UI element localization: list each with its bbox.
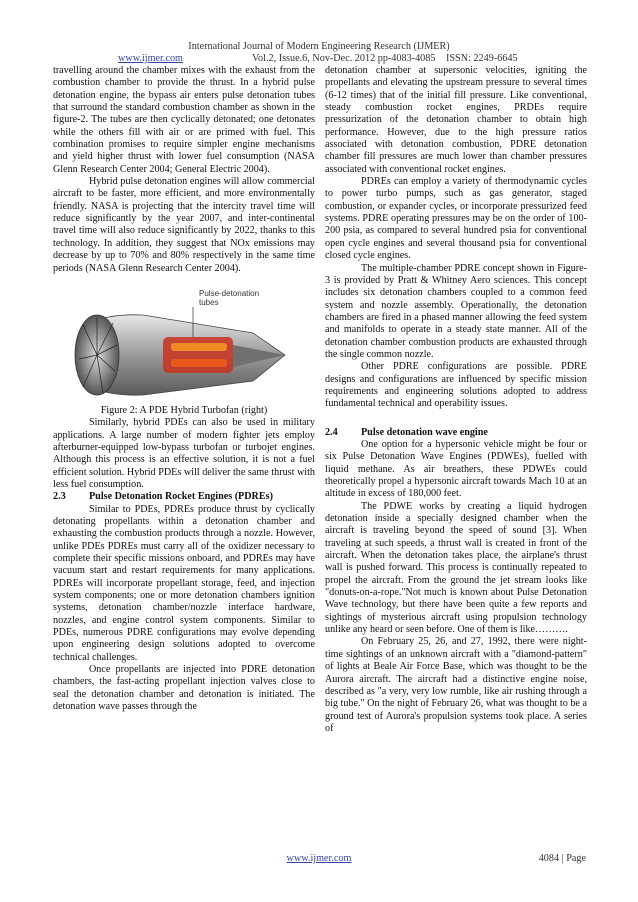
header-issn: ISSN: 2249-6645 xyxy=(446,53,518,64)
section-2-4-heading xyxy=(325,427,587,439)
figure-2-image xyxy=(53,288,315,401)
right-paragraph-1: detonation chamber at supersonic velocities, igniting the propellants and elevating the upstream pressure to several times (6-12 times) that of the initial fill pressure. Like conventional, steady combustion rocket engines, PRDEs require pressurization of the detonation chamber to obtain high performance. However, due to the high pressure ratios associated with detonation combustion, PDRE detonation chamber fill pressures are much lower than chamber pressures associated with conventional rocket engines. xyxy=(325,65,587,175)
left-paragraph-2: Hybrid pulse detonation engines will allow commercial aircraft to be faster, more efficient, and more environmentally friendly. NASA is projecting that the intercity travel time will reduce significantly by the year 2007, and inter-continental travel time will also reduce significantly by 2022, thanks to this technology. In addition, they suggest that NOx emissions may decrease by up to 70% and 80% respectively in the same time periods (NASA Glenn Research Center 2004). xyxy=(53,176,315,274)
header-meta xyxy=(0,53,638,65)
right-paragraph-6: The PDWE works by creating a liquid hydrogen detonation inside a specially designed chamber when the aircraft is traveling beyond the speed of sound [3]. When traveling at such speeds, a thrust wall is created in front of the aircraft. When the detonation takes place, the airplane's thrust wall is pushed forward. This process is continually repeated to propel the aircraft. From the ground the jet stream looks like "donuts-on-a-rope."Not much is known about Pulse Detonation Wave technology, but there have been quite a few reports and sightings of mysterious aircraft using propulsion technology unlike any heard or seen before. One of them is like………. xyxy=(325,500,587,636)
header-website-link[interactable]: www.ijmer.com xyxy=(118,53,183,64)
right-paragraph-5: One option for a hypersonic vehicle might be four or six Pulse Detonation Wave Engines (PDWEs), fuelled with liquid methane. As air breathers, these PDWEs could theoretically propel a hypersonic aircraft towards Mach 10 at an altitude in excess of 180,000 feet. xyxy=(325,438,587,500)
journal-title: International Journal of Modern Engineering Research (IJMER) xyxy=(188,41,450,52)
right-paragraph-7: On February 25, 26, and 27, 1992, there were night-time sightings of an unknown aircraft with a "diamond-pattern" of lights at Beale Air Force Base, which was thought to be the Aurora aircraft. The aircraft had a distinctive engine noise, described as "a very, very low rumble, like air rushing through a big tube." On the night of February 26, what was thought to be a ground test of Aurora's propulsion systems took place. A series of xyxy=(325,636,587,734)
turbofan-illustration xyxy=(53,293,315,401)
left-paragraph-3: Similarly, hybrid PDEs can also be used in military applications. A large number of modern fighter jets employ afterburner-equipped low-bypass turbofan or turbojet engines. Although this process is an effective solution, it is not a fuel efficient solution. Hybrid PDEs will deliver the same thrust with less fuel consumption. xyxy=(53,417,315,490)
pulse-detonation-tubes-shape xyxy=(163,337,233,373)
right-paragraph-2: PDREs can employ a variety of thermodynamic cycles to power turbo pumps, such as gas generator, staged combustion, or expander cycles, or incorporate pressurized feed systems. PDRE operating pressures may be on the order of 100-200 psia, as compared to several hundred psia for conventional open cycle engines and several thousand psia for conventional closed cycle engines. xyxy=(325,176,587,262)
figure-2-caption: Figure 2: A PDE Hybrid Turbofan (right) xyxy=(100,404,268,416)
left-paragraph-4: Similar to PDEs, PDREs produce thrust by cyclically detonating propellants within a detonation chamber and exhausting the combustion products through a nozzle. However, unlike PDEs PDREs must carry all of the oxidizer necessary to complete their specific missions onboard, and PDREs may have vacuum start and restart requirements for many applications. PDREs will incorporate propellant storage, feed, and injection system components; one or more detonation chambers ignition systems, detonation chamber/nozzle interface hardware, nozzles, and engine control system components. Similar to PDEs, numerous PDRE configurations may evolve depending upon engineering design solutions adopted to overcome technical challenges. xyxy=(53,503,315,663)
section-2-4-number: 2.4 xyxy=(325,426,338,438)
section-2-3-number: 2.3 xyxy=(53,491,66,503)
footer-website-link[interactable]: www.ijmer.com xyxy=(286,853,352,864)
right-paragraph-3: The multiple-chamber PDRE concept shown in Figure-3 is provided by Pratt & Whitney Aero sciences. This concept includes six detonation chambers coupled to a common feed system and nozzle assembly. Operationally, the detonation chambers are fired in a phased manner allowing the feed system and manifolds to operate in a steady state manner. All of the detonation chamber combustion products are exhausted through the single common nozzle. xyxy=(325,262,587,360)
figure-callout-label: Pulse-detonation tubes xyxy=(199,288,260,307)
left-paragraph-5: Once propellants are injected into PDRE detonation chambers, the fast-acting propellant injection valves close to seal the detonation chamber and detonation is initiated. The detonation wave passes through the xyxy=(53,664,315,713)
section-2-3-heading xyxy=(53,491,315,503)
right-paragraph-4: Other PDRE configurations are possible. PDRE designs and configurations are influenced by specific mission requirements and engineering solutions adopted to address fundamental technical and operability issues. xyxy=(325,361,587,410)
header-volume: Vol.2, Issue.6, Nov-Dec. 2012 pp-4083-4085 xyxy=(252,53,436,64)
right-column xyxy=(325,65,587,735)
left-column xyxy=(53,65,315,713)
tube-highlight xyxy=(171,343,227,351)
footer-page-number: 4084 | Page xyxy=(538,853,586,864)
tube-highlight-2 xyxy=(171,359,227,367)
section-2-4-title: Pulse detonation wave engine xyxy=(361,426,488,438)
section-2-3-title: Pulse Detonation Rocket Engines (PDREs) xyxy=(89,491,273,503)
left-paragraph-1: travelling around the chamber mixes with the exhaust from the combustion chamber to provide the thrust. In a hybrid pulse detonation engine, the bypass air enters pulse detonation tubes that surround the standard combustion chamber as shown in the figure-2. The tubes are then cyclically detonated; one detonates while the others fill with air or are primed with fuel. This combination promises to require simpler engine mechanisms and yield higher thrust with lower fuel consumption (NASA Glenn Research Center 2004; General Electric 2004). xyxy=(53,65,315,175)
